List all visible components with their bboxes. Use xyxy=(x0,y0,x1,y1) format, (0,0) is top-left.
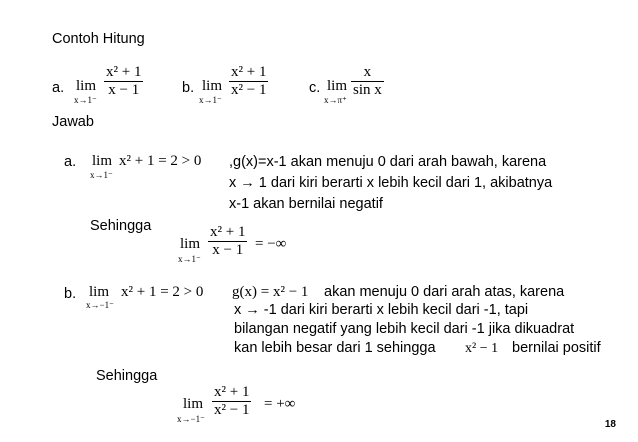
page-title: Contoh Hitung xyxy=(52,31,145,47)
part-a-result-sub: x→1⁻ xyxy=(178,254,201,264)
part-b-sehingga: Sehingga xyxy=(96,368,158,384)
example-a-numerator: x² + 1 xyxy=(106,64,142,80)
example-a-denominator: x − 1 xyxy=(108,82,140,98)
example-c-label: c. xyxy=(309,80,321,96)
example-b-lim: lim xyxy=(202,78,223,94)
part-a-result-numerator: x² + 1 xyxy=(210,224,246,240)
example-b-sub: x→1⁻ xyxy=(199,95,222,105)
part-a-explanation-2: x → 1 dari kiri berarti x lebih kecil dari 1, akibatnya xyxy=(229,175,553,191)
example-c-fraction xyxy=(351,64,384,99)
part-b-result-denominator: x² − 1 xyxy=(214,402,250,418)
part-b-result-sub: x→−1⁻ xyxy=(177,414,205,424)
page-number: 18 xyxy=(604,419,616,430)
part-a-explanation-3: x-1 akan bernilai negatif xyxy=(229,196,383,212)
part-a-result-lim: lim xyxy=(180,236,201,252)
example-a-lim: lim xyxy=(76,78,97,94)
part-b-label: b. xyxy=(64,286,77,302)
part-a-result-value: = −∞ xyxy=(255,236,287,252)
part-a-sehingga: Sehingga xyxy=(90,218,152,234)
part-b-explanation-4a: kan lebih besar dari 1 sehingga xyxy=(234,340,436,356)
part-b-explanation-1: akan menuju 0 dari arah atas, karena xyxy=(324,284,565,300)
answer-heading: Jawab xyxy=(52,114,94,130)
example-b-numerator: x² + 1 xyxy=(231,64,267,80)
part-a-expression: x² + 1 = 2 > 0 xyxy=(119,153,202,169)
part-b-result-lim: lim xyxy=(183,396,204,412)
example-c-lim: lim xyxy=(327,78,348,94)
part-b-explanation-2: x → -1 dari kiri berarti x lebih kecil dari -1, tapi xyxy=(234,302,529,318)
example-a-label: a. xyxy=(52,80,65,96)
example-c-numerator: x xyxy=(363,64,372,80)
part-b-explanation-4b: bernilai positif xyxy=(512,340,601,356)
part-b-result-value: = +∞ xyxy=(264,396,296,412)
part-b-sub: x→−1⁻ xyxy=(86,300,114,310)
part-a-result-fraction xyxy=(208,224,247,259)
example-b-fraction xyxy=(229,64,268,99)
example-a-sub: x→1⁻ xyxy=(74,95,97,105)
part-b-result-fraction xyxy=(212,384,251,419)
part-a-sub: x→1⁻ xyxy=(90,170,113,180)
part-b-result-numerator: x² + 1 xyxy=(214,384,250,400)
part-b-explanation-4-expr: x² − 1 xyxy=(465,341,499,356)
part-a-label: a. xyxy=(64,154,77,170)
part-a-result-denominator: x − 1 xyxy=(212,242,244,258)
example-c-denominator: sin x xyxy=(353,82,382,98)
part-b-explanation-3: bilangan negatif yang lebih kecil dari -1 jika dikuadrat xyxy=(234,321,575,337)
part-b-lim: lim xyxy=(89,284,110,300)
part-a-explanation-1: ,g(x)=x-1 akan menuju 0 dari arah bawah, karena xyxy=(229,154,547,170)
example-c-sub: x→π⁺ xyxy=(324,95,347,105)
part-b-g-expression: g(x) = x² − 1 xyxy=(232,284,309,300)
part-b-expression: x² + 1 = 2 > 0 xyxy=(121,284,204,300)
part-a-lim: lim xyxy=(92,153,113,169)
example-b-denominator: x² − 1 xyxy=(231,82,267,98)
example-b-label: b. xyxy=(182,80,195,96)
example-a-fraction xyxy=(104,64,143,99)
